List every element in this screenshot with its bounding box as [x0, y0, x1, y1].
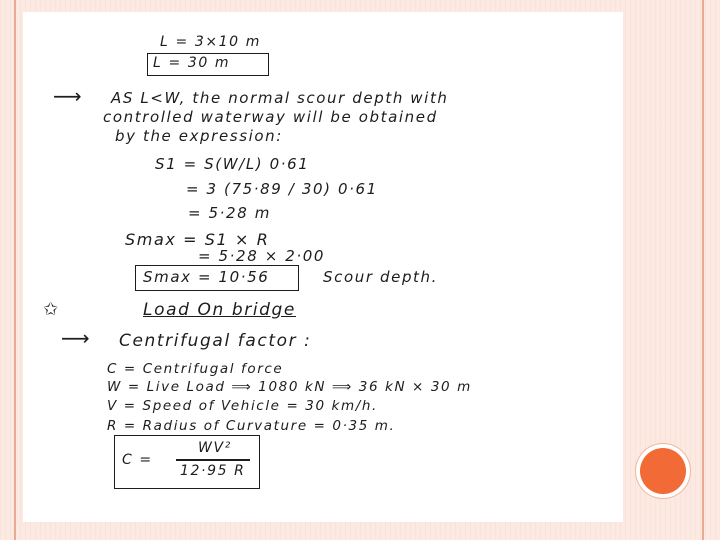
- fraction-bar: [176, 459, 250, 461]
- centrifugal-factor-title: Centrifugal factor :: [119, 331, 312, 351]
- right-frame-line: [702, 0, 704, 540]
- right-arrow-icon: ⟶: [53, 84, 82, 108]
- smax-substitution: = 5·28 × 2·00: [198, 247, 326, 265]
- w-definition: W = Live Load ⟹ 1080 kN ⟹ 36 kN × 30 m: [107, 379, 472, 395]
- left-frame-line: [14, 0, 16, 540]
- v-definition: V = Speed of Vehicle = 30 km/h.: [107, 398, 378, 414]
- explanation-line-2: controlled waterway will be obtained: [103, 108, 438, 126]
- orange-circle-icon: [640, 448, 686, 494]
- smax-formula: Smax = S1 × R: [125, 230, 270, 249]
- formula-denominator: 12·95 R: [180, 463, 246, 479]
- star-icon: ✩: [43, 299, 60, 320]
- explanation-line-3: by the expression:: [115, 127, 283, 145]
- right-arrow-icon: ⟶: [61, 326, 90, 350]
- s1-result: = 5·28 m: [188, 204, 271, 222]
- s1-substitution: = 3 (75·89 / 30) 0·61: [186, 180, 378, 198]
- formula-lhs: C =: [122, 452, 153, 468]
- c-definition: C = Centrifugal force: [107, 361, 284, 377]
- formula-numerator: WV²: [198, 440, 232, 456]
- handwritten-page: [23, 12, 623, 522]
- r-definition: R = Radius of Curvature = 0·35 m.: [107, 418, 396, 434]
- l-result: L = 30 m: [153, 55, 231, 71]
- scour-depth-label: Scour depth.: [323, 268, 439, 286]
- smax-result: Smax = 10·56: [143, 268, 270, 286]
- load-on-bridge-title: Load On bridge: [143, 300, 296, 320]
- s1-formula: S1 = S(W/L) 0·61: [155, 155, 310, 173]
- explanation-line-1: AS L<W, the normal scour depth with: [111, 89, 449, 107]
- l-equation: L = 3×10 m: [160, 34, 261, 50]
